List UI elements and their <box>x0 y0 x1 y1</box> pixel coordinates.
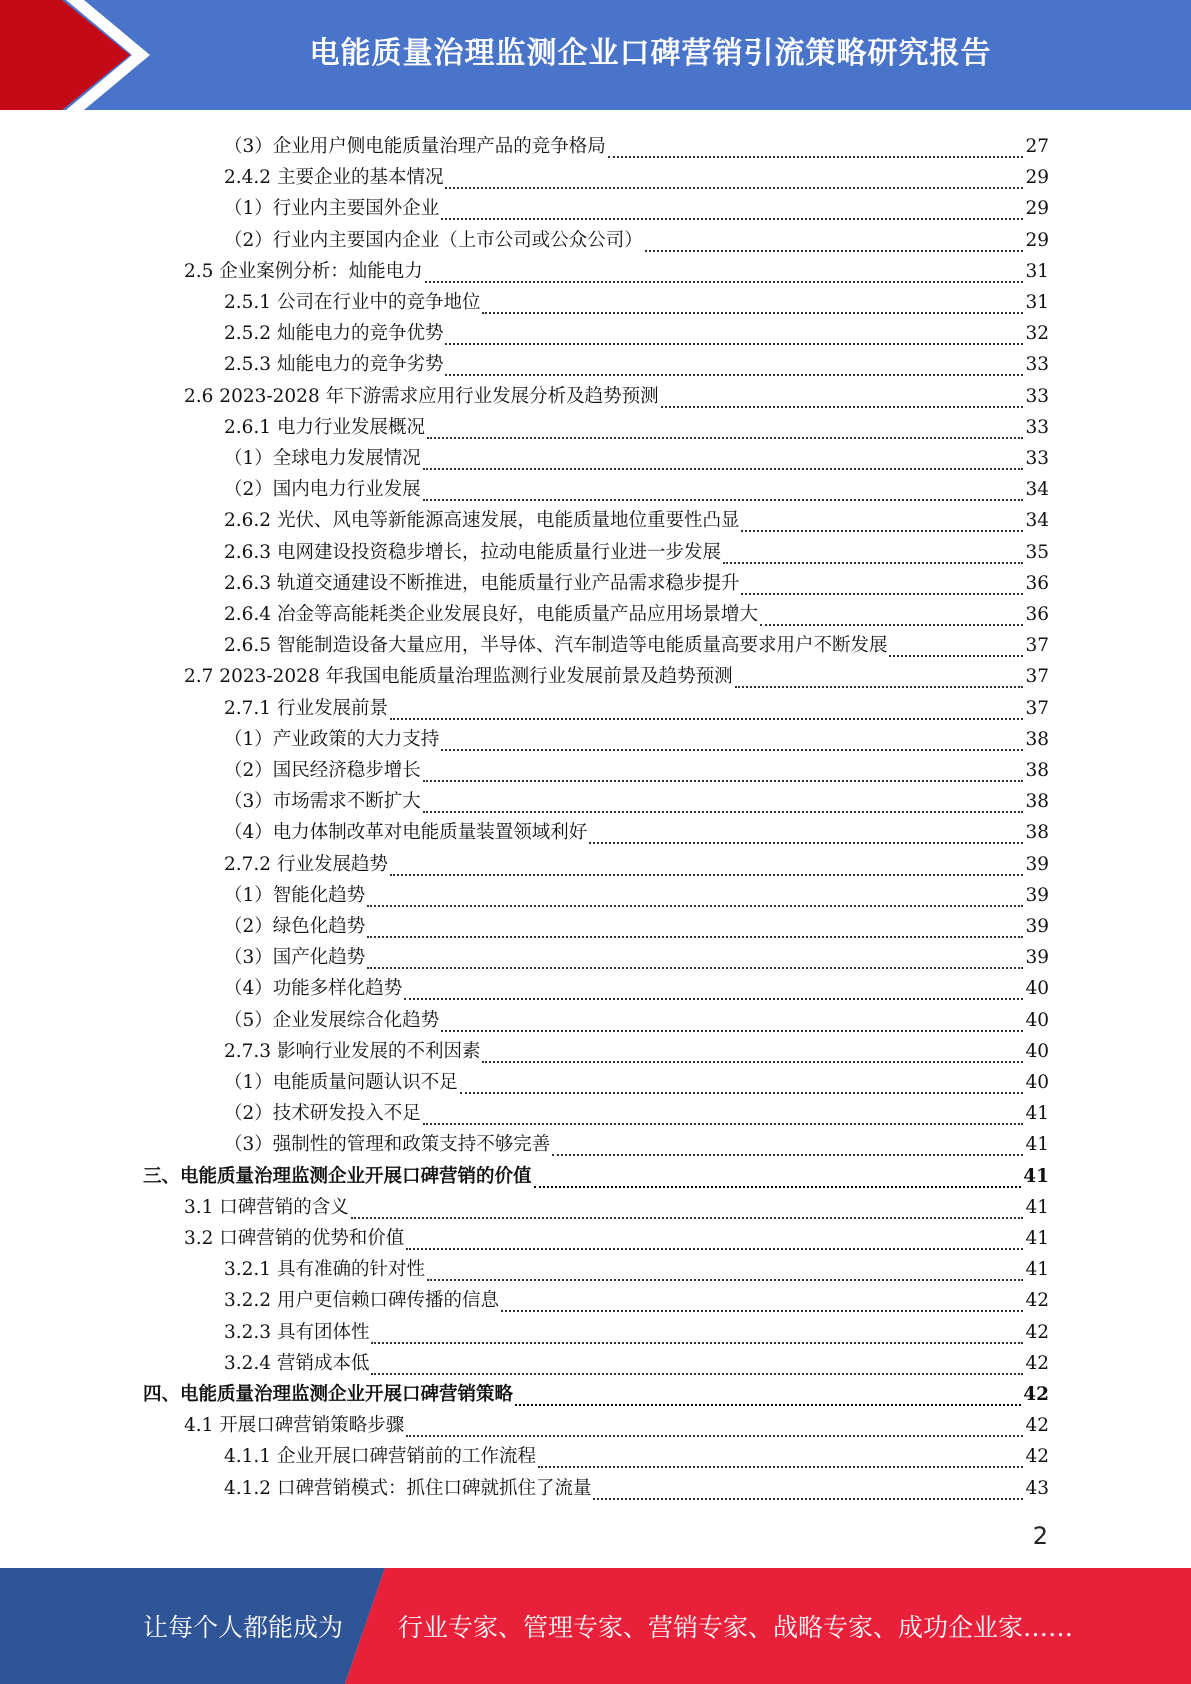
toc-entry[interactable] <box>224 1094 1049 1125</box>
toc-entry[interactable] <box>224 470 1049 501</box>
toc-entry-page: 42 <box>1025 1415 1049 1437</box>
toc-entry[interactable] <box>224 314 1049 345</box>
toc-dot-leader <box>482 295 1023 314</box>
toc-entry-page: 40 <box>1025 978 1049 1000</box>
toc-dot-leader <box>645 233 1024 252</box>
footer-slogan-right: 行业专家、管理专家、营销专家、战略专家、成功企业家…… <box>398 1613 1074 1642</box>
toc-dot-leader <box>441 1013 1023 1032</box>
toc-dot-leader <box>445 326 1023 345</box>
footer-slogan-left: 让每个人都能成为 <box>143 1613 344 1642</box>
toc-entry[interactable] <box>224 221 1049 252</box>
toc-entry-title: （3）强制性的管理和政策支持不够完善 <box>224 1134 551 1156</box>
toc-entry-title: 2.6.3 轨道交通建设不断推进，电能质量行业产品需求稳步提升 <box>224 572 740 594</box>
toc-entry[interactable] <box>184 657 1049 688</box>
toc-entry-page: 38 <box>1025 760 1049 781</box>
toc-entry-title: 三、电能质量治理监测企业开展口碑营销的价值 <box>143 1165 532 1187</box>
toc-entry-page: 34 <box>1025 510 1049 532</box>
toc-entry-page: 36 <box>1025 572 1049 594</box>
toc-dot-leader <box>423 763 1024 782</box>
toc-entry-title: 4.1 开展口碑营销策略步骤 <box>184 1415 405 1437</box>
toc-entry-title: 2.6 2023-2028 年下游需求应用行业发展分析及趋势预测 <box>184 385 659 407</box>
toc-entry-page: 29 <box>1025 229 1049 251</box>
toc-entry-page: 42 <box>1025 1446 1049 1468</box>
toc-entry-page: 39 <box>1025 853 1049 875</box>
toc-entry-page: 40 <box>1025 1009 1049 1031</box>
toc-entry-title: （3）企业用户侧电能质量治理产品的竞争格局 <box>224 136 606 157</box>
toc-dot-leader <box>460 1075 1024 1094</box>
toc-entry-page: 39 <box>1025 884 1049 906</box>
toc-entry-title: 2.7.1 行业发展前景 <box>224 697 388 719</box>
toc-entry-title: （5）企业发展综合化趋势 <box>224 1009 440 1031</box>
toc-entry[interactable] <box>224 876 1049 907</box>
toc-entry-page: 38 <box>1025 822 1049 844</box>
toc-dot-leader <box>390 701 1023 720</box>
toc-entry-page: 42 <box>1023 1384 1049 1405</box>
toc-dot-leader <box>482 1044 1023 1063</box>
toc-dot-leader <box>741 576 1023 595</box>
toc-entry-title: 3.2.4 营销成本低 <box>224 1352 370 1374</box>
toc-entry[interactable] <box>143 1375 1049 1406</box>
toc-entry[interactable] <box>224 720 1049 751</box>
toc-dot-leader <box>589 825 1023 844</box>
toc-dot-leader <box>423 482 1024 501</box>
toc-entry[interactable] <box>224 595 1049 626</box>
toc-dot-leader <box>661 389 1024 408</box>
toc-dot-leader <box>735 669 1024 688</box>
toc-entry-page: 42 <box>1025 1321 1049 1343</box>
page-footer <box>0 1568 1191 1684</box>
page-number: 2 <box>1032 1522 1048 1550</box>
toc-dot-leader <box>425 264 1024 283</box>
toc-dot-leader <box>445 357 1023 376</box>
toc-entry[interactable] <box>184 252 1049 283</box>
toc-entry-page: 32 <box>1025 323 1049 345</box>
toc-entry[interactable] <box>184 1406 1049 1437</box>
toc-entry[interactable] <box>224 1437 1049 1468</box>
toc-entry[interactable] <box>224 189 1049 220</box>
toc-entry-title: 2.6.1 电力行业发展概况 <box>224 416 425 438</box>
toc-entry-title: 2.5 企业案例分析：灿能电力 <box>184 260 423 282</box>
toc-entry[interactable] <box>224 564 1049 595</box>
toc-dot-leader <box>371 1356 1023 1375</box>
toc-entry-page: 35 <box>1025 541 1049 563</box>
toc-entry-page: 33 <box>1025 448 1049 469</box>
toc-entry-title: 四、电能质量治理监测企业开展口碑营销策略 <box>143 1384 514 1405</box>
toc-dot-leader <box>608 139 1024 158</box>
toc-entry[interactable] <box>224 345 1049 376</box>
toc-entry-page: 36 <box>1025 604 1049 625</box>
toc-dot-leader <box>427 420 1023 439</box>
toc-entry-page: 37 <box>1025 635 1049 657</box>
toc-dot-leader <box>367 919 1023 938</box>
toc-entry-title: （1）全球电力发展情况 <box>224 448 421 469</box>
toc-entry[interactable] <box>184 1219 1049 1250</box>
toc-entry-title: 2.6.4 冶金等高能耗类企业发展良好，电能质量产品应用场景增大 <box>224 604 758 625</box>
toc-entry[interactable] <box>224 501 1049 532</box>
toc-entry-title: 2.7.2 行业发展趋势 <box>224 853 388 875</box>
toc-entry-title: （2）国民经济稳步增长 <box>224 760 421 781</box>
toc-entry-title: 3.2.1 具有准确的针对性 <box>224 1259 425 1281</box>
toc-dot-leader <box>423 1106 1024 1125</box>
toc-dot-leader <box>423 794 1024 813</box>
toc-entry-page: 37 <box>1025 666 1049 688</box>
toc-dot-leader <box>441 732 1023 751</box>
toc-entry-page: 34 <box>1025 479 1049 501</box>
toc-entry-title: （2）行业内主要国内企业（上市公司或公众公司） <box>224 229 643 251</box>
toc-entry-title: （2）技术研发投入不足 <box>224 1103 421 1125</box>
toc-entry-title: 2.5.2 灿能电力的竞争优势 <box>224 323 444 345</box>
toc-dot-leader <box>445 170 1023 189</box>
toc-entry-title: （4）功能多样化趋势 <box>224 978 403 1000</box>
toc-entry-title: 3.1 口碑营销的含义 <box>184 1196 349 1218</box>
toc-entry-page: 41 <box>1025 1196 1049 1218</box>
toc-dot-leader <box>404 981 1023 1000</box>
toc-entry[interactable] <box>224 1032 1049 1063</box>
toc-entry[interactable] <box>143 1157 1049 1188</box>
toc-entry[interactable] <box>224 1281 1049 1312</box>
toc-entry[interactable] <box>224 127 1049 158</box>
toc-entry[interactable] <box>224 533 1049 564</box>
toc-entry[interactable] <box>224 1001 1049 1032</box>
toc-entry[interactable] <box>224 1344 1049 1375</box>
toc-entry[interactable] <box>224 1313 1049 1344</box>
toc-entry[interactable] <box>224 158 1049 189</box>
toc-entry[interactable] <box>224 439 1049 470</box>
toc-dot-leader <box>889 638 1023 657</box>
toc-entry[interactable] <box>224 689 1049 720</box>
toc-dot-leader <box>390 857 1023 876</box>
toc-entry-page: 40 <box>1025 1040 1049 1062</box>
toc-entry-page: 33 <box>1025 354 1049 376</box>
toc-dot-leader <box>351 1200 1024 1219</box>
toc-dot-leader <box>371 1325 1023 1344</box>
toc-dot-leader <box>723 545 1023 564</box>
toc-entry[interactable] <box>224 782 1049 813</box>
toc-entry-title: （2）绿色化趋势 <box>224 916 366 937</box>
toc-dot-leader <box>367 950 1023 969</box>
toc-entry-page: 29 <box>1025 198 1049 220</box>
toc-entry-title: 2.7 2023-2028 年我国电能质量治理监测行业发展前景及趋势预测 <box>184 666 733 688</box>
toc-entry-page: 38 <box>1025 791 1049 813</box>
toc-entry-page: 27 <box>1025 136 1049 157</box>
page-header <box>0 0 1191 110</box>
toc-entry-title: 2.4.2 主要企业的基本情况 <box>224 167 444 189</box>
toc-entry-page: 31 <box>1025 260 1049 282</box>
toc-entry-title: （3）国产化趋势 <box>224 947 366 969</box>
toc-entry[interactable] <box>224 845 1049 876</box>
toc-entry-title: （1）智能化趋势 <box>224 884 366 906</box>
toc-entry-page: 41 <box>1025 1134 1049 1156</box>
toc-entry[interactable] <box>224 283 1049 314</box>
toc-entry[interactable] <box>224 969 1049 1000</box>
toc-entry-page: 42 <box>1025 1352 1049 1374</box>
toc-entry-title: 2.7.3 影响行业发展的不利因素 <box>224 1040 481 1062</box>
toc-entry-page: 43 <box>1025 1477 1049 1499</box>
toc-entry-title: 2.6.2 光伏、风电等新能源高速发展，电能质量地位重要性凸显 <box>224 510 740 532</box>
toc-entry-page: 33 <box>1025 385 1049 407</box>
toc-dot-leader <box>593 1481 1023 1500</box>
toc-entry-page: 37 <box>1025 697 1049 719</box>
toc-entry-title: （3）市场需求不断扩大 <box>224 791 421 813</box>
toc-dot-leader <box>534 1169 1022 1188</box>
toc-dot-leader <box>406 1231 1023 1250</box>
toc-entry-page: 41 <box>1025 1228 1049 1249</box>
toc-entry-title: 2.6.3 电网建设投资稳步增长，拉动电能质量行业进一步发展 <box>224 541 721 563</box>
toc-dot-leader <box>538 1449 1023 1468</box>
toc-entry[interactable] <box>224 626 1049 657</box>
report-title: 电能质量治理监测企业口碑营销引流策略研究报告 <box>309 36 992 71</box>
toc-entry-page: 42 <box>1025 1290 1049 1312</box>
toc-entry[interactable] <box>224 408 1049 439</box>
toc-entry-title: 3.2.3 具有团体性 <box>224 1321 370 1343</box>
toc-entry-page: 41 <box>1023 1165 1049 1187</box>
toc-entry-page: 39 <box>1025 916 1049 937</box>
toc-dot-leader <box>441 201 1023 220</box>
toc-entry-title: 3.2.2 用户更信赖口碑传播的信息 <box>224 1290 499 1312</box>
toc-entry-title: （1）行业内主要国外企业 <box>224 198 440 220</box>
toc-entry-page: 40 <box>1025 1072 1049 1093</box>
toc-entry-page: 39 <box>1025 947 1049 969</box>
toc-entry[interactable] <box>224 1063 1049 1094</box>
toc-entry-title: 2.6.5 智能制造设备大量应用，半导体、汽车制造等电能质量高要求用户不断发展 <box>224 635 888 657</box>
toc-entry-page: 29 <box>1025 167 1049 189</box>
toc-entry-title: （1）产业政策的大力支持 <box>224 728 440 750</box>
toc-dot-leader <box>367 888 1023 907</box>
toc-entry[interactable] <box>184 377 1049 408</box>
toc-dot-leader <box>501 1293 1023 1312</box>
toc-entry[interactable] <box>224 813 1049 844</box>
toc-entry[interactable] <box>224 907 1049 938</box>
toc-dot-leader <box>427 1262 1023 1281</box>
toc-entry[interactable] <box>224 938 1049 969</box>
toc-entry-title: 4.1.1 企业开展口碑营销前的工作流程 <box>224 1446 536 1468</box>
toc-entry-title: （2）国内电力行业发展 <box>224 479 421 501</box>
toc-entry-title: 2.5.1 公司在行业中的竞争地位 <box>224 292 481 313</box>
toc-entry-title: （4）电力体制改革对电能质量装置领域利好 <box>224 822 588 844</box>
toc-dot-leader <box>760 607 1023 626</box>
toc-entry-page: 41 <box>1025 1259 1049 1281</box>
toc-entry-page: 31 <box>1025 292 1049 313</box>
toc-entry[interactable] <box>224 1250 1049 1281</box>
toc-dot-leader <box>552 1137 1023 1156</box>
toc-dot-leader <box>515 1387 1021 1406</box>
toc-entry-title: 2.5.3 灿能电力的竞争劣势 <box>224 354 444 376</box>
toc-entry[interactable] <box>184 1188 1049 1219</box>
toc-entry-page: 38 <box>1025 728 1049 750</box>
toc-entry-title: 3.2 口碑营销的优势和价值 <box>184 1228 405 1249</box>
toc-dot-leader <box>406 1418 1023 1437</box>
toc-dot-leader <box>741 513 1023 532</box>
toc-dot-leader <box>423 451 1024 470</box>
toc-entry[interactable] <box>224 1125 1049 1156</box>
toc-entry-page: 41 <box>1025 1103 1049 1125</box>
toc-entry-title: （1）电能质量问题认识不足 <box>224 1072 458 1093</box>
toc-entry-title: 4.1.2 口碑营销模式：抓住口碑就抓住了流量 <box>224 1477 592 1499</box>
toc-entry-page: 33 <box>1025 416 1049 438</box>
toc-entry[interactable] <box>224 1469 1049 1500</box>
toc-entry[interactable] <box>224 751 1049 782</box>
